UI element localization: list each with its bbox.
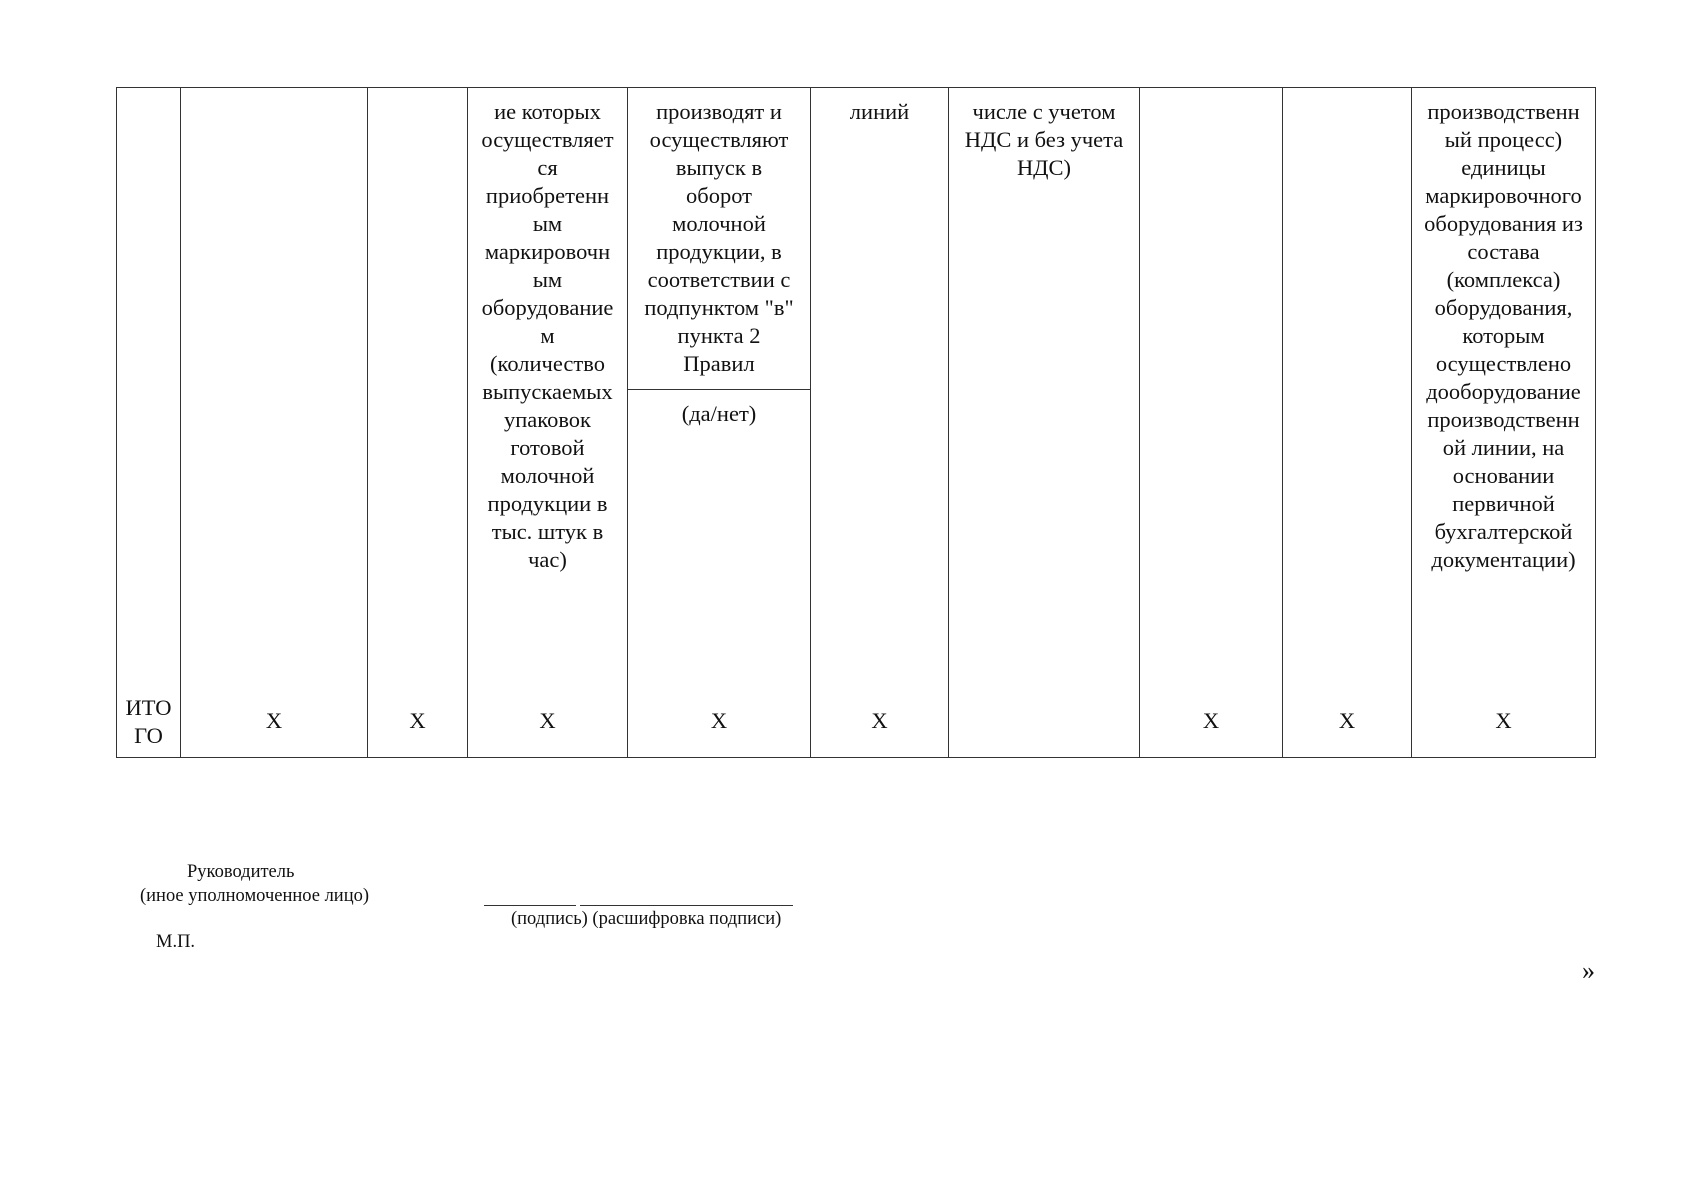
authorized-person-label: (иное уполномоченное лицо) [140, 886, 370, 906]
table-column-3 [368, 88, 468, 757]
table-column-7 [949, 88, 1140, 757]
table-cell-mark: X [1338, 708, 1356, 733]
table-column-9 [1283, 88, 1412, 757]
seal-label: М.П. [156, 932, 196, 952]
table-column-2 [181, 88, 368, 757]
summary-table [116, 87, 1596, 758]
table-column-6 [811, 88, 949, 757]
signature-caption: (подпись) (расшифровка подписи) [511, 909, 782, 929]
column-header-text: производят и осуществляют выпуск в оборот молочной продукции, в соответствии с подпунктом "в" пункта 2 Правил [644, 99, 794, 376]
head-label: Руководитель [187, 862, 295, 882]
table-cell-mark: X [1202, 708, 1220, 733]
total-label: ИТО ГО [125, 695, 172, 748]
closing-quote: » [1582, 956, 1595, 985]
signature-transcript-line [580, 905, 793, 906]
signature-line [484, 905, 576, 906]
column-header-text: производственн ый процесс) единицы маркировочного оборудования из состава (комплекса) оборудования, которым осуществлено дооборудование производственн ой линии, на основании первичной бухгалтерской документации) [1424, 99, 1583, 572]
table-column-4 [468, 88, 628, 757]
column-subheader-divider [628, 389, 810, 390]
table-cell-mark: X [409, 708, 426, 733]
table-cell-mark: X [871, 708, 888, 733]
column-subheader-text: (да/нет) [681, 401, 757, 426]
table-cell-mark: X [1495, 708, 1512, 733]
column-header-text: ие которых осуществляет ся приобретенн ым маркировочн ым оборудование м (количество выпускаемых упаковок готовой молочной продукции в тыс. штук в час) [481, 99, 614, 572]
table-column-8 [1140, 88, 1283, 757]
table-column-10 [1412, 88, 1595, 757]
table-cell-mark: X [539, 708, 556, 733]
table-column-total [117, 88, 181, 757]
column-header-text: линий [849, 99, 910, 124]
table-cell-mark: X [265, 708, 283, 733]
column-header-text: числе с учетом НДС и без учета НДС) [964, 99, 1124, 180]
table-cell-mark: X [710, 708, 728, 733]
table-column-5 [628, 88, 811, 757]
